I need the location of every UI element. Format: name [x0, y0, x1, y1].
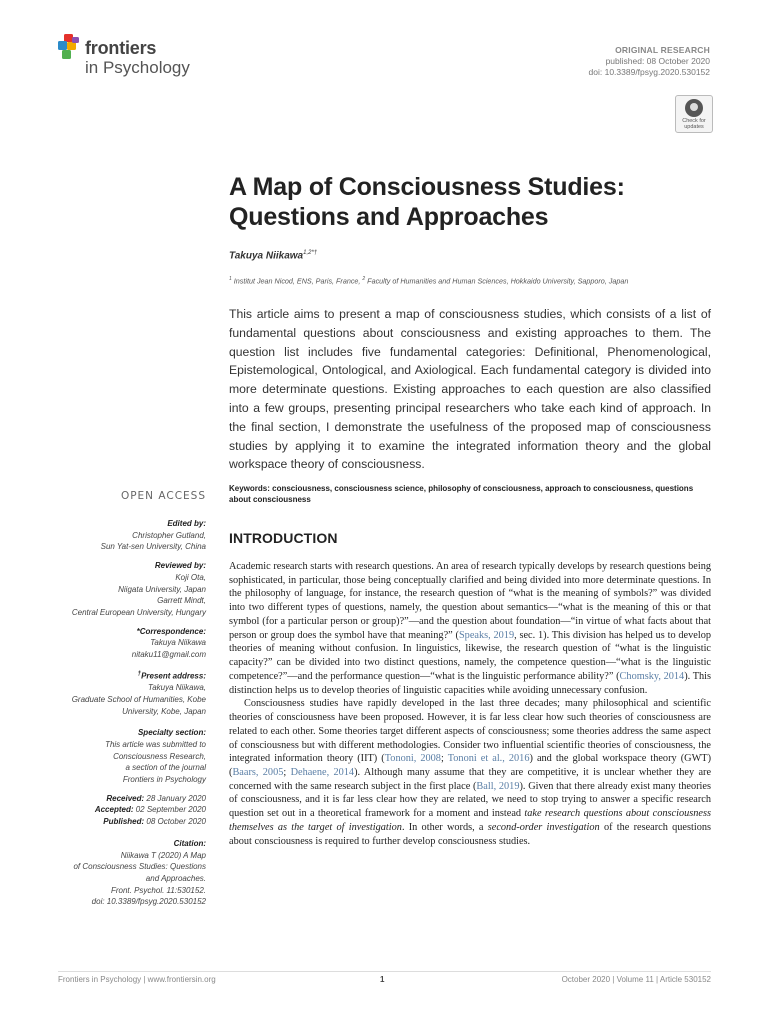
paragraph-2	[229, 697, 711, 848]
reviewer-2-name: Garrett Mindt,	[157, 596, 206, 606]
p2-text-d: ). Given that there already exist many theories of consciousness, and it is far less clear how they are related, we need to stop trying to answer a specific research question set out in a theoretical framework for a moment and instead	[229, 780, 711, 820]
affil-sup-1: 1	[229, 276, 232, 282]
article-type: ORIGINAL RESEARCH	[615, 45, 710, 55]
section-heading-introduction: INTRODUCTION	[229, 530, 338, 546]
open-access-label: OPEN ACCESS	[120, 490, 206, 502]
body-text	[229, 560, 711, 848]
present-address-section	[30, 668, 206, 717]
reviewer-1-name: Koji Ota,	[175, 572, 206, 582]
reviewer-1-affil: Niigata University, Japan	[118, 584, 206, 594]
check-updates-icon	[685, 99, 703, 117]
footer-journal-link[interactable]: Frontiers in Psychology | www.frontiersin.org	[58, 975, 216, 984]
author-line	[229, 250, 317, 261]
p2-text-b: ) and the global workspace theory (GWT) (	[229, 753, 712, 779]
published-label: Published:	[103, 817, 145, 827]
citation-link[interactable]: Tononi, 2008	[384, 753, 441, 765]
citation-link[interactable]: Baars, 2005	[232, 767, 284, 779]
p2-text-f: of the research questions about consciousness is required to further develop consciousness studies.	[229, 821, 711, 847]
title-line-1: A Map of Consciousness Studies:	[229, 173, 625, 201]
article-meta	[589, 45, 710, 78]
article-sidebar	[30, 518, 206, 915]
p2-text-a: Consciousness studies have rapidly developed in the last three decades; many philosophical and scientific theories of consciousness have been proposed. However, it is far less clear how such theories of consciousness are related to each other. Some theories target different aspects of consciousness; some theories address the same aspect of consciousness but with different methodologies. Consider two influential scientific theories of consciousness, the integrated information theory (IIT) (	[229, 698, 711, 765]
received-date	[30, 793, 206, 805]
citation-link[interactable]: Chomsky, 2014	[619, 670, 685, 682]
journal-subname: in Psychology	[85, 58, 190, 77]
published-date-sidebar	[30, 816, 206, 828]
dates-section	[30, 793, 206, 828]
author-name[interactable]: Takuya Niikawa	[229, 250, 304, 262]
correspondence-section	[30, 626, 206, 661]
affil-sup-2: 2	[362, 276, 366, 282]
received-value: 28 January 2020	[144, 793, 206, 803]
edited-by-section	[30, 518, 206, 553]
check-for-updates-button[interactable]	[675, 95, 713, 133]
accepted-value: 02 September 2020	[133, 805, 206, 815]
specialty-line-1: This article was submitted to	[105, 739, 206, 749]
affil-1: Institut Jean Nicod, ENS, Paris, France,	[231, 276, 363, 286]
p2-emphasis-1: take research questions about consciousness themselves as the target of investigation	[229, 808, 711, 833]
published-date: published: 08 October 2020	[605, 56, 710, 66]
correspondence-email-link[interactable]: nitaku11@gmail.com	[131, 650, 206, 660]
reviewed-by-section	[30, 560, 206, 619]
specialty-line-4: Frontiers in Psychology	[122, 775, 206, 785]
p2-emphasis-2: second-order investigation	[487, 821, 600, 833]
page-number: 1	[380, 975, 385, 984]
citation-doi-link[interactable]: doi: 10.3389/fpsyg.2020.530152	[91, 897, 206, 907]
present-address-line-1: Graduate School of Humanities, Kobe	[71, 694, 206, 704]
present-name: Takuya Niikawa,	[148, 683, 206, 693]
reviewer-2-affil: Central European University, Hungary	[71, 607, 206, 617]
keywords-list: consciousness, consciousness science, philosophy of consciousness, approach to consciousness, questions about consciousness	[229, 484, 694, 504]
p2-sep-2: ;	[283, 767, 291, 779]
present-address-label: Present address:	[141, 671, 206, 681]
paragraph-1	[229, 560, 711, 697]
present-address-line-2: University, Kobe, Japan	[122, 706, 206, 716]
citation-link[interactable]: Dehaene, 2014	[290, 767, 355, 779]
specialty-line-2: Consciousness Research,	[113, 751, 206, 761]
citation-line-2: of Consciousness Studies: Questions	[73, 862, 206, 872]
affil-2: Faculty of Humanities and Human Sciences, Hokkaido University, Sapporo, Japan	[365, 276, 629, 286]
accepted-label: Accepted:	[94, 805, 134, 815]
citation-label: Citation:	[173, 838, 206, 848]
check-updates-label: Check for updates	[682, 118, 706, 130]
citation-link[interactable]: Ball, 2019	[476, 780, 520, 792]
title-line-2: Questions and Approaches	[229, 203, 549, 231]
specialty-section	[30, 727, 206, 786]
editor-name: Christopher Gutland,	[132, 530, 206, 540]
reviewed-by-label: Reviewed by:	[154, 561, 206, 571]
article-title	[229, 172, 729, 232]
present-address-heading	[30, 668, 206, 682]
footer-divider	[58, 971, 711, 972]
citation-line-3: and Approaches.	[145, 873, 206, 883]
correspondence-label: *Correspondence:	[136, 626, 206, 636]
abstract: This article aims to present a map of consciousness studies, which consists of a list of fundamental questions about consciousness and existing approaches to them. The question list includes five fundamental categories: Definitional, Phenomenological, Epistemological, Ontological, and Axiological. Each fundamental category is divided into more determinate questions. Existing approaches to each question are also classified into a few groups, presenting principal researchers who take each kind of approach. In the final section, I demonstrate the usefulness of the proposed map of consciousness studies by applying it to examine the integrated information theory and the global workspace theory of consciousness.	[229, 307, 711, 472]
editor-affil: Sun Yat-sen University, China	[100, 542, 206, 552]
present-address-mark: †	[137, 669, 142, 677]
p2-text-e: . In other words, a	[401, 821, 488, 833]
keywords	[229, 483, 711, 505]
affiliations	[229, 276, 729, 285]
p2-sep-1: ;	[440, 753, 448, 765]
citation-line-1: Niikawa T (2020) A Map	[120, 850, 206, 860]
citation-section	[30, 838, 206, 908]
journal-name: frontiers	[85, 38, 157, 58]
p1-text-c: ). This distinction helps us to develop theories of linguistic capacities while avoiding unnecessary confusion.	[229, 670, 711, 696]
citation-link[interactable]: Speaks, 2019	[458, 629, 515, 641]
specialty-label: Specialty section:	[137, 728, 206, 738]
citation-line-4: Front. Psychol. 11:530152.	[110, 885, 206, 895]
p1-text-b: , sec. 1). This division has helped us to develop theories of meaning without confusion. In linguistics, likewise, the research question of “what is the linguistic capacity?” can be divided into two distinct questions, namely, the competence question—“what is the linguistic competence?”—and the performance question—“what is the linguistic performance ability?” (	[229, 629, 711, 682]
correspondence-name: Takuya Niikawa	[150, 638, 206, 648]
citation-link[interactable]: Tononi et al., 2016	[447, 753, 530, 765]
p2-text-c: ). Although many assume that they are competitive, it is unclear whether they are concerned with the same research subject in the first place (	[229, 767, 712, 792]
journal-logo[interactable]	[58, 34, 208, 84]
p1-text-a: Academic research starts with research questions. An area of research typically develops by research questions being sophisticated, in particular, those being conceptually clarified and being divided into more determinate questions. In the philosophy of language, for instance, the research question of “what is the meaning of symbols?” was divided into two different types of questions, namely, the question about semantics—“what is the meaning of this or that symbol (for a particular person or group)?”—and the question about foundation—“in virtue of what facts about that person or group does the symbol have that meaning?” (	[229, 561, 711, 641]
frontiers-logo-icon	[58, 34, 80, 60]
footer-issue-info: October 2020 | Volume 11 | Article 530152	[561, 975, 711, 984]
published-value: 08 October 2020	[144, 817, 206, 827]
edited-by-label: Edited by:	[167, 519, 206, 528]
received-label: Received:	[106, 793, 145, 803]
accepted-date	[30, 804, 206, 816]
author-sup: 1,2*†	[303, 250, 318, 256]
keywords-label: Keywords:	[229, 484, 270, 493]
article-doi[interactable]: doi: 10.3389/fpsyg.2020.530152	[588, 67, 710, 77]
specialty-line-3: a section of the journal	[125, 763, 206, 773]
